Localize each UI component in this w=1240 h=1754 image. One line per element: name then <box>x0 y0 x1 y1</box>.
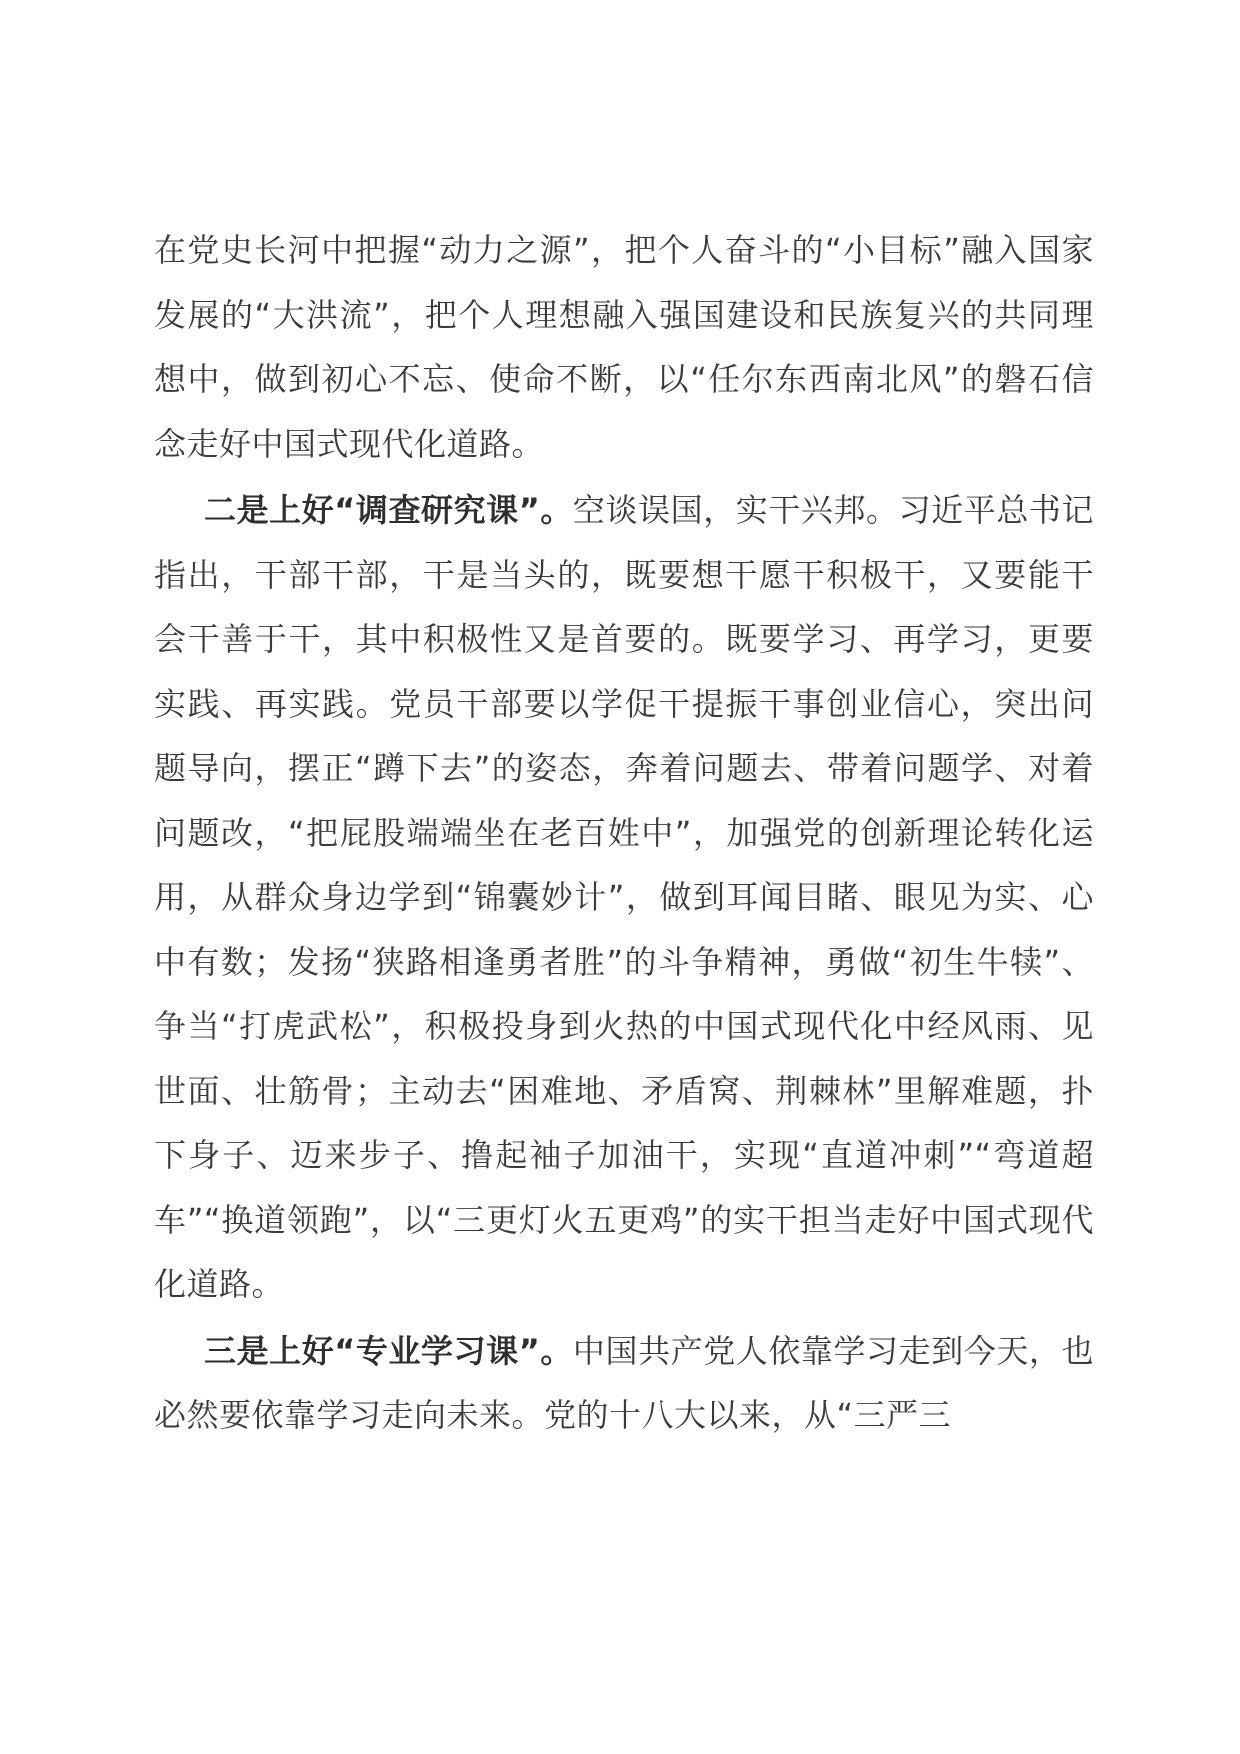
paragraph-research-lesson <box>154 478 1094 1317</box>
paragraph-heading: 二是上好“调查研究课”。 <box>204 491 573 529</box>
paragraph-text: 空谈误国，实干兴邦。习近平总书记指出，干部干部，干是当头的，既要想干愿干积极干，又要能干会干善于干，其中积极性又是首要的。既要学习、再学习，更要实践、再实践。党员干部要以学促干提振干事创业信心，突出问题导向，摆正“蹲下去”的姿态，奔着问题去、带着问题学、对着问题改，“把屁股端端坐在老百姓中”，加强党的创新理论转化运用，从群众身边学到“锦囊妙计”，做到耳闻目睹、眼见为实、心中有数；发扬“狭路相逢勇者胜”的斗争精神，勇做“初生牛犊”、争当“打虎武松”，积极投身到火热的中国式现代化中经风雨、见世面、壮筋骨；主动去“困难地、矛盾窝、荆棘林”里解难题，扑下身子、迈来步子、撸起袖子加油干，实现“直道冲刺”“弯道超车”“换道领跑”，以“三更灯火五更鸡”的实干担当走好中国式现代化道路。 <box>154 491 1094 1303</box>
body-text <box>154 218 1094 1450</box>
paragraph-text: 中国共产党人依靠学习走到今天，也必然要依靠学习走向未来。党的十八大以来，从“三严三 <box>154 1331 1094 1434</box>
paragraph-text: 在党史长河中把握“动力之源”，把个人奋斗的“小目标”融入国家发展的“大洪流”，把个人理想融入强国建设和民族复兴的共同理想中，做到初心不忘、使命不断，以“任尔东西南北风”的磐石信念走好中国式现代化道路。 <box>154 231 1094 463</box>
paragraph-heading: 三是上好“专业学习课”。 <box>204 1331 573 1370</box>
paragraph-continuation <box>154 218 1094 476</box>
paragraph-professional-lesson <box>154 1319 1094 1448</box>
